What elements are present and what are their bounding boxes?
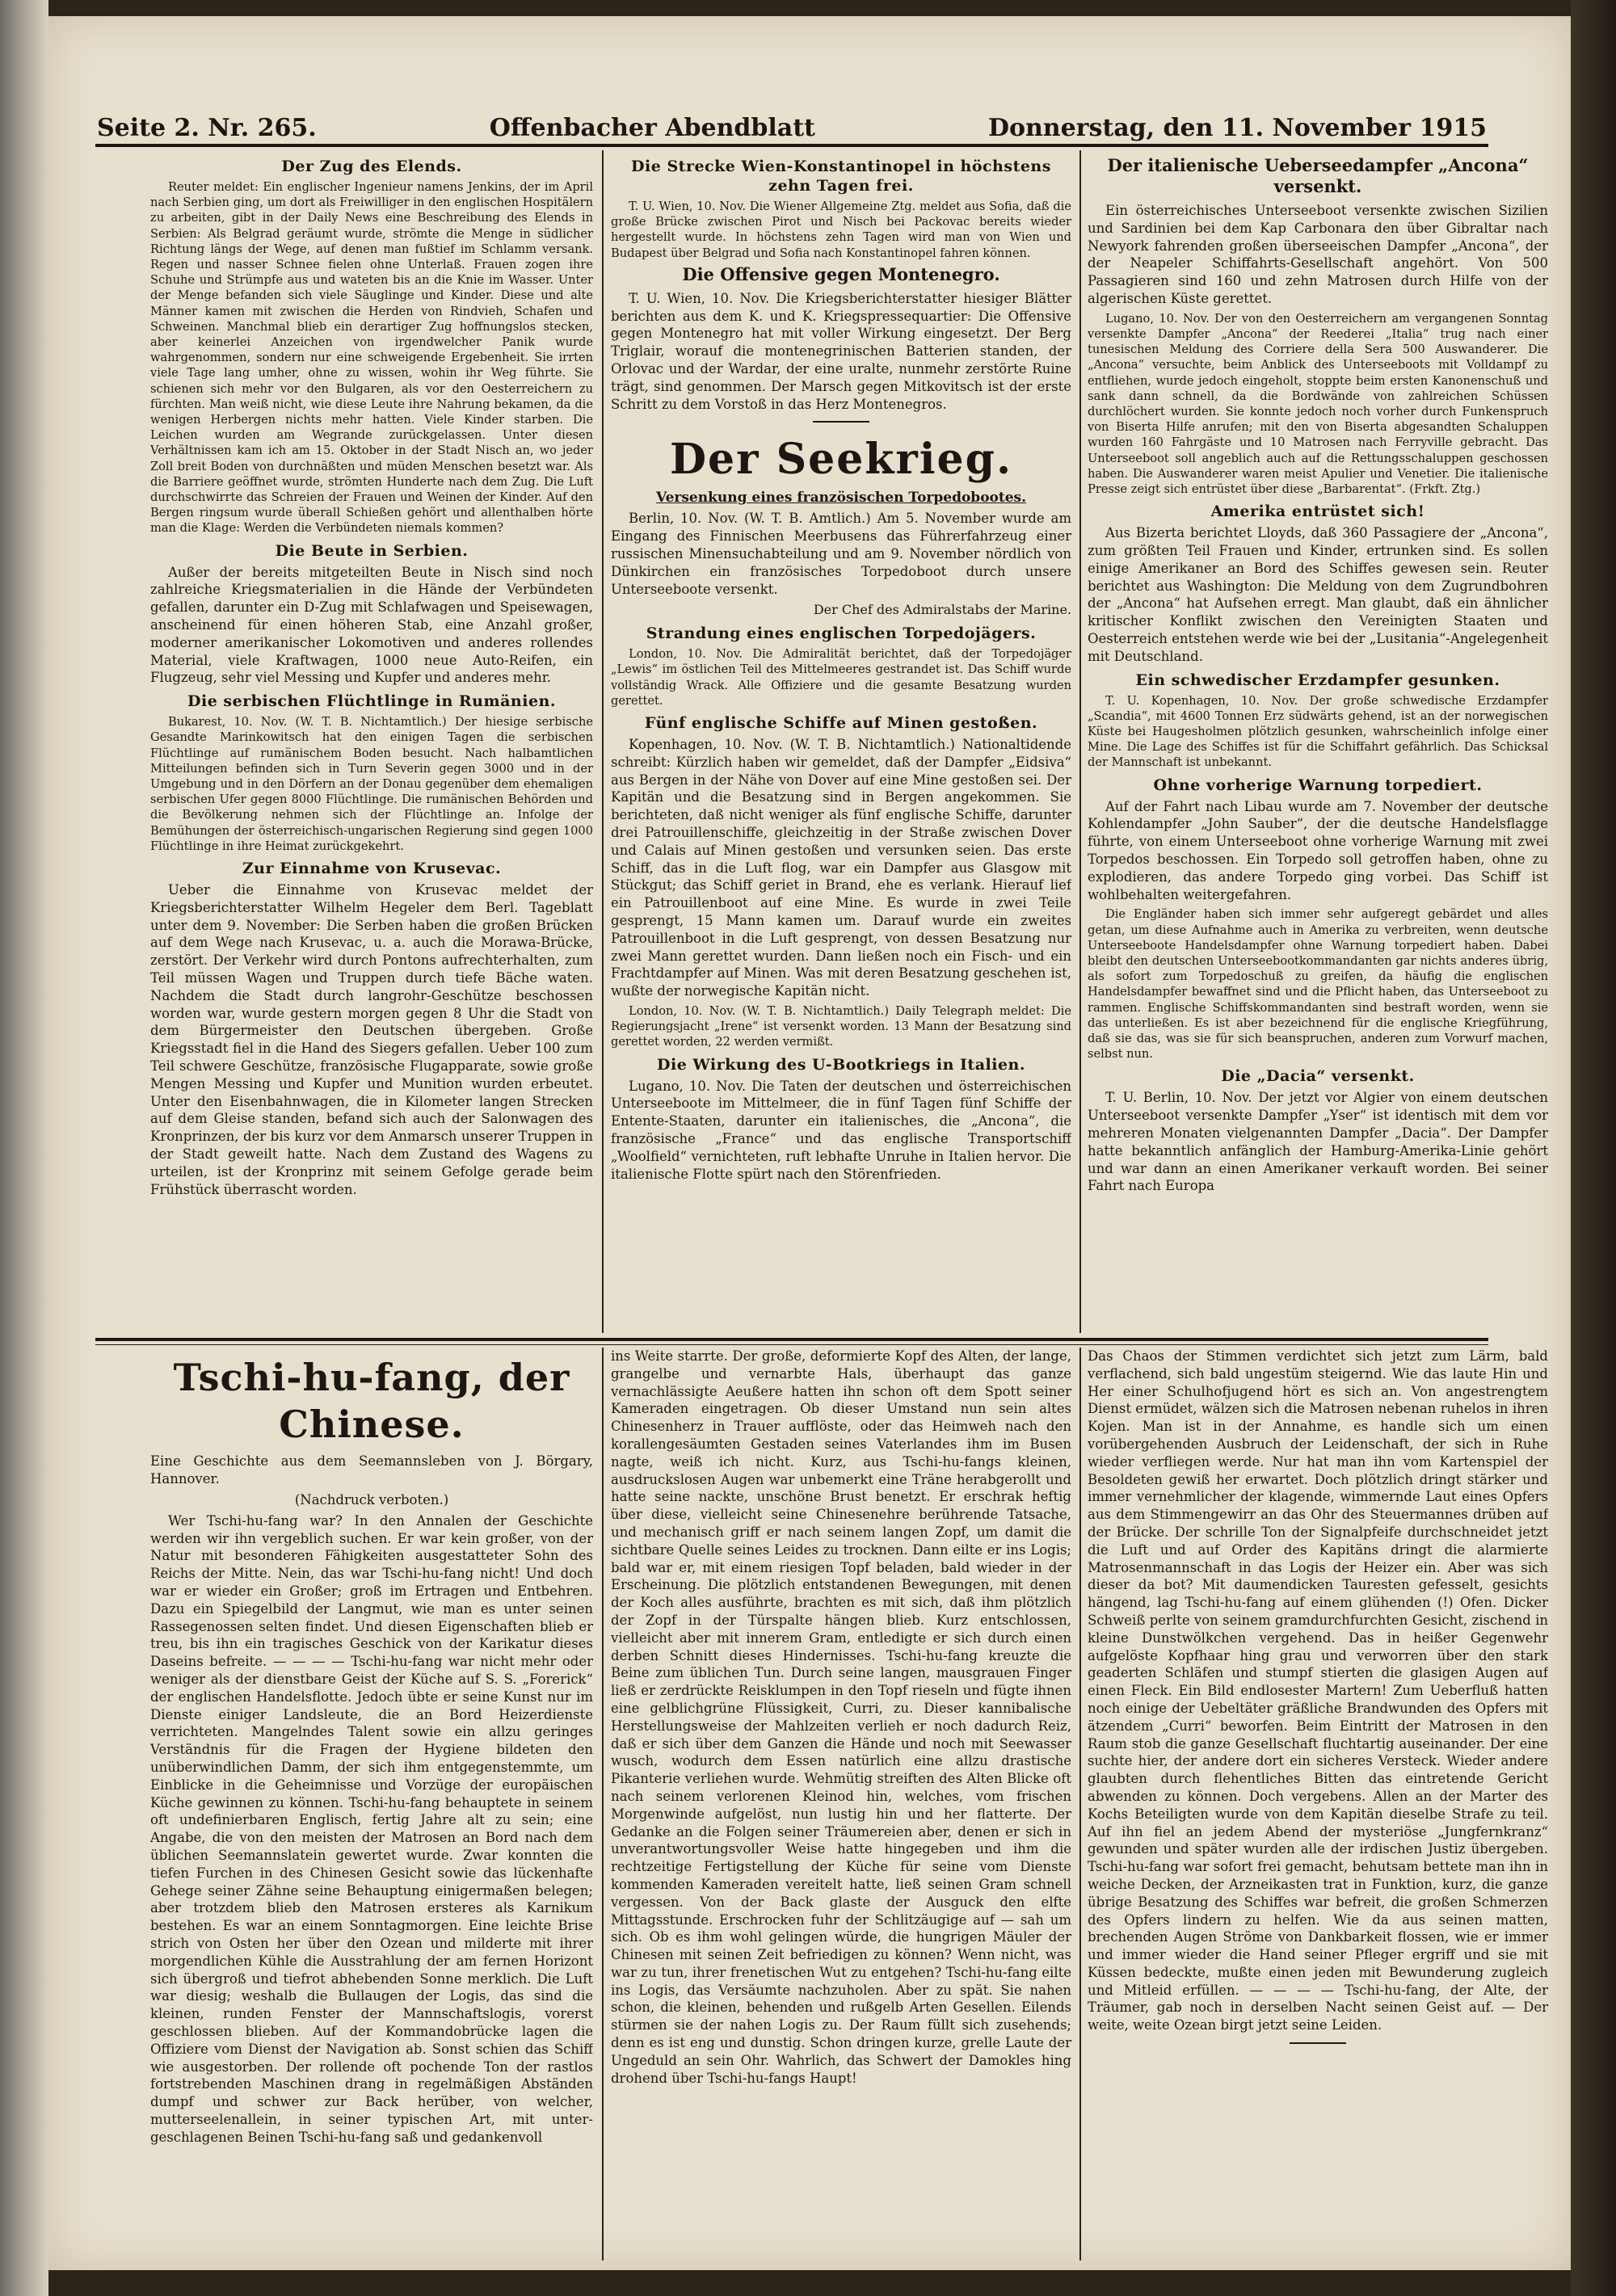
story-column-3 [1088,1348,1548,2257]
column-2 [611,152,1071,1331]
article-title: Strandung eines englischen Torpedojägers. [646,624,1037,643]
article-title: Der italienische Ueberseedampfer „Ancona“ versenkt. [1107,155,1529,196]
article-title: Ohne vorherige Warnung torpediert. [1153,776,1483,794]
column-rule [1079,150,1081,1333]
article-title: Die „Dacia“ versenkt. [1221,1067,1415,1086]
article-title: Die Beute in Serbien. [275,541,469,560]
article-text: Bukarest, 10. Nov. (W. T. B. Nichtamtlich.) Der hiesige serbische Gesandte Marinkowitsch hat den einigen Tagen die serbischen Flüchtlinge auf rumänischem Boden besucht. Nach halbamtlichen Mitteilungen befinden sich in Turn Severin gegen 3000 und in der Umgebung und in den Dörfern an der Donau gegenüber dem ehemaligen serbischen Ufer gegen 8000 Flüchtlinge. Die rumänischen Behörden und die Bevölkerung nehmen sich der Flüchtlinge an. Infolge der Bemühungen der österreichisch-ungarischen Regierung sind gegen 1000 Flüchtlinge in ihre Heimat zurückgekehrt. [150,715,593,853]
article-text: Berlin, 10. Nov. (W. T. B. Amtlich.) Am 5. November wurde am Eingang des Finnischen Meerbusens das Führerfahrzeug einer russischen Minensuchabteilung und am 9. November nördlich von Dünkirchen ein französisches Torpedoboot durch unsere Unterseeboote versenkt. [611,511,1071,597]
article-text: London, 10. Nov. (W. T. B. Nichtamtlich.) Daily Telegraph meldet: Die Regierungsjacht „Irene“ ist versenkt worden. 13 Mann der Besatzung sind gerettet worden, 22 werden vermißt. [611,1003,1071,1049]
column-3 [1088,152,1548,1331]
article-title: Fünf englische Schiffe auf Minen gestoßen. [644,713,1038,732]
story-column-1 [150,1348,593,2257]
issue-date: Donnerstag, den 11. November 1915 [987,114,1487,142]
article-text: Auf der Fahrt nach Libau wurde am 7. November der deutsche Kohlendampfer „John Sauber“, der die deutsche Handelsflagge führte, von einem Unterseeboot ohne vorherige Warnung mit zwei Torpedos beschossen. Ein Torpedo soll getroffen haben, ohne zu explodieren, das andere Torpedo ging vorbei. Das Schiff ist wohlbehalten weitergefahren. [1088,798,1548,902]
story-title: Tschi-hu-fang, der Chinese. [173,1356,570,1446]
column-rule [602,1348,604,2260]
article-title: Ein schwedischer Erzdampfer gesunken. [1135,671,1500,689]
article-title: Amerika entrüstet sich! [1210,503,1425,521]
article-text: T. U. Berlin, 10. Nov. Der jetzt vor Algier von einem deutschen Unterseeboot versenkte Dampfer „Yser“ ist identisch mit dem vor mehreren Monaten vielgenannten Dampfer „Dacia“. Der Dampfer hatte bekanntlich anfänglich der Hamburg-Amerika-Linie gehört und war dann an einen Amerikaner verkauft worden. Bei seiner Fahrt nach Europa [1088,1090,1548,1194]
article-signature: Der Chef des Admiralstabs der Marine. [813,602,1071,618]
article-text: London, 10. Nov. Die Admiralität berichtet, daß der Torpedojäger „Lewis“ im östlichen Teil des Mittelmeeres gestrandet ist. Das Schiff wurde vollständig Wrack. Alle Offiziere und die gesamte Besatzung wurden gerettet. [611,647,1071,708]
header-rule [95,144,1488,147]
article-text: T. U. Wien, 10. Nov. Die Wiener Allgemeine Ztg. meldet aus Sofia, daß die große Brücke zwischen Pirot und Nisch bei Packovac bereits wieder hergestellt wurde. In höchstens zehn Tagen wird man von Wien und Budapest über Belgrad und Sofia nach Konstantinopel fahren können. [611,200,1071,260]
article-text: Lugano, 10. Nov. Die Taten der deutschen und österreichischen Unterseeboote im Mittelmeer, die in fünf Tagen fünf Schiffe der Entente-Staaten, darunter ein italienisches, die „Ancona“, die französische „France“ und das englische Transportschiff „Woolfield“ vernichteten, ruft lebhafte Unruhe in Italien hervor. Die italienische Flotte spürt nach den Störenfrieden. [611,1078,1071,1182]
feuilleton-rule [95,1338,1488,1341]
article-text: Kopenhagen, 10. Nov. (W. T. B. Nichtamtlich.) Nationaltidende schreibt: Kürzlich haben wir gemeldet, daß der Dampfer „Eidsiva“ aus Bergen in der Nähe von Dover auf eine Mine gestoßen sei. Der Kapitän und die Besatzung sind in Bergen angekommen. Sie berichteten, daß nicht weniger als fünf englische Schiffe, darunter drei Patrouillenschiffe, gleichzeitig in der Straße zwischen Dover und Calais auf Minen gestoßen und versunken seien. Das erste Schiff, das in die Luft flog, war ein Dampfer aus Glasgow mit Stückgut; das Schiff geriet in Brand, ehe es verlank. Hierauf lief ein Patrouillenboot auf eine Mine. Es wurde in zwei Teile gesprengt, 15 Mann kamen um. Darauf wurde ein zweites Patrouillenboot in die Luft gesprengt, von dessen Besatzung nur zwei Mann gerettet wurden. Dann ließen noch ein Fisch- und ein Frachtdampfer auf Minen. Was mit deren Besatzung geschehen ist, wußte der norwegische Kapitän nicht. [611,736,1071,999]
section-rule [813,421,869,423]
section-heading: Der Seekrieg. [669,435,1013,485]
page-number: Seite 2. Nr. 265. [97,114,317,142]
article-text: Lugano, 10. Nov. Der von den Oesterreichern am vergangenen Sonntag versenkte Dampfer „Ancona“ der Reederei „Italia“ trug nach einer tunesischen Meldung des Corriere della Sera 500 Auswanderer. Die „Ancona“ versuchte, beim Anblick des Unterseeboots mit Volldampf zu entfliehen, wurde jedoch eingeholt, stoppte beim ersten Kanonenschuß und sank dann schnell, da die Bordwände von zahlreichen Schüssen durchlöchert wurden. Sie konnte jedoch noch vorher durch Funkenspruch von Biserta Hilfe anrufen; mit den von Biserta abgesandten Schaluppen wurden 160 Fahrgäste und 10 Matrosen nach Ferryville gebracht. Das Unterseeboot soll angeblich auch auf die Rettungsschaluppen geschossen haben. Die Auswanderer waren meist Apulier und Venetier. Die italienische Presse zeigt sich entrüstet über diese „Barbarentat“. (Frkft. Ztg.) [1088,311,1548,497]
column-1 [150,152,593,1331]
story-end-rule [1290,2042,1346,2044]
feuilleton-rule-thin [95,1344,1488,1345]
article-text: T. U. Kopenhagen, 10. Nov. Der große schwedische Erzdampfer „Scandia“, mit 4600 Tonnen Erz südwärts gehend, ist an der norwegischen Küste bei Haugesholmen plötzlich gesunken, wahrscheinlich infolge einer Mine. Die Lage des Schiffes ist für die Schiffahrt gefährlich. Das Schicksal der Mannschaft ist unbekannt. [1088,693,1548,770]
article-title: Die Wirkung des U-Bootkriegs in Italien. [657,1055,1025,1074]
column-rule [602,150,604,1333]
article-text: T. U. Wien, 10. Nov. Die Kriegsberichterstatter hiesiger Blätter berichten aus dem K. und K. Kriegspressequartier: Die Offensive gegen Montenegro hat mit voller Wirkung eingesetzt. Der Berg Triglair, worauf die montenegrinischen Batterien standen, der Orlovac und der Wardar, der eine uralte, nunmehr zerstörte Ruine trägt, sind genommen. Der Marsch gegen Mitkovitsch ist der erste Schritt zu dem Vorstoß in das Herz Montenegros. [611,290,1071,412]
story-subtitle: Eine Geschichte aus dem Seemannsleben von J. Börgary, Hannover. [150,1453,593,1487]
article-text: Reuter meldet: Ein englischer Ingenieur namens Jenkins, der im April nach Serbien ging, um dort als Freiwilliger in den englischen Hospitälern zu arbeiten, gibt in der Daily News eine Beschreibung des Elends in Serbien: Als Belgrad geräumt wurde, strömte die Menge in südlicher Richtung längs der Wege, auf denen man fußtief im Schlamm versank. Regen und nasser Schnee fielen ohne Unterlaß. Frauen zogen ihre Schuhe und Strümpfe aus und wateten bis an die Knie im Wasser. Unter der Menge befanden sich viele Säuglinge und Kinder. Diese und alte Männer kamen mit zwischen die Herden von Rindvieh, Schafen und Schweinen. Manchmal blieb ein derartiger Zug hoffnungslos stecken, aber keinerlei Anzeichen von irgendwelcher Panik wurde wahrgenommen, sondern nur eine schweigende Ergebenheit. Sie irrten viele Tage lang umher, ohne zu wissen, wohin ihr Weg führte. Sie schienen sich mehr vor den Bulgaren, als vor den Oesterreichern zu fürchten. Man weiß nicht, wie diese Leute ihre Nahrung bekamen, da die wenigen Herbergen nichts mehr hatten. Viele Kinder starben. Die Leichen wurden am Wegrande zurückgelassen. Unter diesen Verhältnissen kam ich am 15. Oktober in der Stadt Nisch an, wo jeder Zoll breit Boden von durchnäßten und müden Menschen besetzt war. Als die Barriere geöffnet wurde, strömten Hunderte nach dem Zug. Die Luft durchschwirrte das Schreien der Frauen und Weinen der Kinder. Auf den Bergen ringsum wurde überall Schießen gehört und allenthalben hörte man die Klage: Werden die Verbündeten niemals kommen? [150,180,593,536]
article-text: Ueber die Einnahme von Krusevac meldet der Kriegsberichterstatter Wilhelm Hegeler dem Berl. Tageblatt unter dem 9. November: Die Serben haben die großen Brücken auf dem Wege nach Krusevac, u. a. auch die Morawa-Brücke, zerstört. Der Verkehr wird durch Pontons aufrechterhalten, zum Teil müssen Wagen und Truppen durch tiefe Bäche waten. Nachdem die Stadt durch langrohr-Geschütze beschossen worden war, wurde gestern morgen gegen 8 Uhr die Stadt von dem Bürgermeister den Deutschen übergeben. Große Kriegsstadt fiel in die Hand des Siegers gefallen. Ueber 100 zum Teil schwere Geschütze, französische Flugapparate, sowie große Mengen Messing und Kupfer und Munition wurden erbeutet. Unter den Eisenbahnwagen, die in Kilometer langen Strecken auf dem Gleise standen, befand sich auch der Salonwagen des Kronprinzen, der bis kurz vor dem Anmarsch unserer Truppen in der Stadt geweilt hatte. Nach dem Zustand des Wagens zu urteilen, ist der Kronprinz mit seinem Gefolge gerade beim Frühstück überrascht worden. [150,882,593,1197]
story-text: Das Chaos der Stimmen verdichtet sich jetzt zum Lärm, bald verflachend, sich bald ungestüm steigernd. Wie das laute Hin und Her einer Schulhofjugend hört es sich an. Von angestrengtem Dienst ermüdet, wälzen sich die Matrosen nebenan ruhelos in ihren Kojen. Man ist in der Annahme, es handle sich um einen vorübergehenden Ausbruch der Leidenschaft, der sich in Ruhe wieder verfliegen werde. Nur hat man ihn vom Kartenspiel der Besoldeten gewiß her erwartet. Doch plötzlich dringt stärker und immer vernehmlicher der klagende, wimmernde Laut eines Opfers aus dem Stimmengewirr an das Ohr des Steuermannes drüben auf der Brücke. Der schrille Ton der Signalpfeife durchschneidet jetzt die Luft und auf Order des Kapitäns dringt die alarmierte Matrosenmannschaft in das Logis der Heizer ein. Aber was sich dieser da bot? Mit daumendicken Tauresten gefesselt, gesichts hängend, lag Tschi-hu-fang auf einem glühenden (!) Ofen. Dicker Schweiß perlte von seinem gramdurchfurchten Gesicht, zischend in kleine Dunstwölkchen vergehend. Das in heißer Gegenwehr aufgelöste Kopfhaar hing grau und verworren über den stark geaderten Schläfen und stumpf stierten die glasigen Augen auf einen Fleck. Ein Bild endlosester Martern! Zum Ueberfluß hatten noch einige der Uebeltäter gräßliche Brandwunden des Opfers mit ätzendem „Curri“ beworfen. Beim Eintritt der Matrosen in den Raum stob die ganze Gesellschaft fluchtartig auseinander. Der eine suchte hier, der andere dort ein sicheres Versteck. Wieder andere glaubten durch flehentliches Bitten das eintretende Gericht abwenden zu können. Doch vergebens. Allen an der Marter des Kochs Beteiligten wurde von dem Kapitän dieselbe Strafe zu teil. Auf ihn fiel an jedem Abend der mysteriöse „Jungfernkranz“ gewunden und später wurden alle der irdischen Justiz übergeben. Tschi-hu-fang war sofort frei gemacht, behutsam bettete man ihn in weiche Decken, der Arzneikasten trat in Funktion, kurz, die ganze übrige Besatzung des Schiffes war befreit, die großen Schmerzen des Opfers lindern zu helfen. Wie da aus seinen matten, brechenden Augen Ströme von Dankbarkeit flossen, wie er immer und immer wieder die Hand seiner Pfleger ergriff und sie mit Küssen bedeckte, mußte einen jeden mit Bewunderung zugleich und Mitleid erfüllen. — — — — Tschi-hu-fang, der Alte, der Träumer, gab noch in derselben Nacht seinen Geist auf. — Der weite, weite Ozean birgt jetzt seine Leiden. [1088,1348,1548,2033]
story-column-2 [611,1348,1071,2257]
copyright-notice: (Nachdruck verboten.) [294,1492,449,1508]
article-title: Die Strecke Wien-Konstantinopel in höchstens zehn Tagen frei. [631,158,1051,195]
article-title: Versenkung eines französischen Torpedobootes. [655,490,1027,507]
article-text: Außer der bereits mitgeteilten Beute in Nisch sind noch zahlreiche Kriegsmaterialien in die Hände der Verbündeten gefallen, darunter ein D-Zug mit Schlafwagen und Speisewagen, anscheinend für einen höheren Stab, eine Anzahl großer, moderner amerikanischer Lokomotiven und anderes rollendes Material, viele Kraftwagen, 1000 neue Auto-Reifen, ein Flugzeug, sehr viel Messing und Kupfer und anderes mehr. [150,564,593,686]
book-binding [0,0,48,2296]
masthead [97,103,1487,142]
article-title: Die serbischen Flüchtlinge in Rumänien. [187,692,556,711]
article-text: Ein österreichisches Unterseeboot versenkte zwischen Sizilien und Sardinien bei dem Kap Carbonara den über Gibraltar nach Newyork fahrenden großen überseeischen Dampfer „Ancona“, der der Neapeler Schiffahrts-Gesellschaft angehört. Von 500 Passagieren sind 160 und zehn Matrosen durch Hilfe von der algerischen Küste gerettet. [1088,203,1548,306]
story-text: Wer Tschi-hu-fang war? In den Annalen der Geschichte werden wir ihn vergeblich suchen. Er war kein großer, von der Natur mit besonderen Fähigkeiten ausgestatteter Sohn des Reichs der Mitte. Nein, das war Tschi-hu-fang nicht! Und doch war er wieder ein Großer; groß im Ertragen und Entbehren. Dazu ein Spiegelbild der Langmut, wie man es unter seinen Rassegenossen selten findet. Und diesen Eigenschaften blieb er treu, bis ihn ein tragisches Geschick von der Karikatur dieses Daseins befreite. — — — — Tschi-hu-fang war nicht mehr oder weniger als der dienstbare Geist der Küche auf S. S. „Forerick“ der englischen Handelsflotte. Jedoch übte er seine Kunst nur im Dienste einiger Landsleute, die an Bord Heizerdienste verrichteten. Mangelndes Talent sowie ein allzu geringes Verständnis für die Fragen der Hygiene bildeten den unüberwindlichen Damm, der sich ihm entgegenstemmte, um Einblicke in die Geheimnisse und Vorzüge der europäischen Küche gewinnen zu können. Tschi-hu-fang behauptete in seinem oft undefinierbaren Englisch, fertig Jahre alt zu sein; eine Angabe, die von den meisten der Matrosen an Bord nach dem üblichen Seemannslatein gewertet wurde. Zwar konnten die tiefen Furchen in des Chinesen Gesicht sowie das lückenhafte Gehege seiner Zähne seine Behauptung einigermaßen belegen; aber trotzdem blieb den Matrosen ersteres als Karnikum bestehen. Es war an einem Sonntagmorgen. Eine leichte Brise strich von Osten her über den Ozean und milderte mit ihrer morgendlichen Kühle die Ausstrahlung der am fernen Horizont sich übergroß und tiefrot abhebenden Sonne merklich. Die Luft war diesig; weshalb die Bullaugen der Logis, das sind die kleinen, runden Fenster der Mannschaftslogis, vorerst geschlossen blieben. Auf der Kommandobrücke lagen die Offiziere vom Dienst der Navigation ab. Sonst schien das Schiff wie ausgestorben. Der rollende oft pochende Ton der rastlos fortstrebenden Maschinen drang in regelmäßigen Abständen dumpf und schwer zur Back herüber, von welcher, mutterseelenallein, in seiner typischen Art, mit unter- geschlagenen Beinen Tschi-hu-fang saß und gedankenvoll [150,1512,593,2145]
article-title: Der Zug des Elends. [281,158,462,175]
newspaper-name: Offenbacher Abendblatt [489,114,815,142]
article-text: Aus Bizerta berichtet Lloyds, daß 360 Passagiere der „Ancona“, zum größten Teil Frauen und Kinder, ertrunken sind. Es sollen einige Amerikaner an Bord des Schiffes gewesen sein. Reuter berichtet aus Washington: Die Meldung von dem Zugrundbohren der „Ancona“ hat Aufsehen erregt. Man glaubt, daß ein ähnlicher kritischer Konflikt zwischen den Vereinigten Staaten und Oesterreich entstehen werde wie bei der „Lusitania“-Angelegenheit mit Deutschland. [1088,525,1548,664]
story-text: ins Weite starrte. Der große, deformierte Kopf des Alten, der lange, grangelbe und vernarbte Hals, überhaupt das ganze vernachlässigte Aeußere hatten ihn schon oft dem Spott seiner Kameraden eingetragen. Ob dieser Umstand nun sein altes Chinesenherz in Trauer aufflöste, oder das Heimweh nach den korallengesäumten Gestaden seines Vaterlandes ihm im Busen nagte, weiß ich nicht. Kurz, aus Tschi-hu-fangs kleinen, ausdruckslosen Augen war unbemerkt eine Träne herabgerollt und hatte seine nackte, unschöne Brust benetzt. Er erschrak heftig über diese, vielleicht seine Chinesenehre berührende Tatsache, und mechanisch griff er nach seinem langen Zopf, um damit die sichtbare Quelle seines Leides zu trocknen. Dann eilte er ins Logis; bald war er, mit einem riesigen Topf beladen, bald wieder in der Erscheinung. Die plötzlich entstandenen Bewegungen, mit denen der Koch alles ausführte, brachten es mit sich, daß ihm plötzlich der Zopf in der Türspalte hängen blieb. Kurz entschlossen, vielleicht aber mit innerem Gram, entledigte er sich durch einen derben Schnitt dieses Hindernisses. Tschi-hu-fang kreuzte die Beine zum üblichen Tun. Durch seine langen, mausgrauen Finger ließ er zerdrückte Reisklumpen in den Topf rieseln und fügte ihnen eine gelblichgrüne Flüssigkeit, Curri, zu. Dieser kannibalische Herstellungsweise der Mahlzeiten verlieh er noch dadurch Reiz, daß er sich über dem Ganzen die Hände und noch mit Seewasser wusch, wodurch dem Essen natürlich eine allzu drastische Pikanterie verliehen wurde. Wehmütig streiften des Alten Blicke oft nach seinem verlorenen Kleinod hin, welches, vom frischen Morgenwinde aufgelöst, nun lustig hin und her flatterte. Der Gedanke an die Folgen seiner Träumereien aber, denen er sich in unverantwortungsvoller Weise hatte hingegeben und ihm die rechtzeitige Fertigstellung der Küche für seine vom Dienste kommenden Kameraden vereitelt hatte, ließ seinen Gram schnell vergessen. Von der Back glaste der Ausguck den elfte Mittagsstunde. Erschrocken fuhr der Schlitzäugige auf — sah um sich. Ob es ihm wohl gelingen würde, die hungrigen Mäuler der Chinesen mit seinen Zeit befriedigen zu können? Wenn nicht, was war zu tun, ihrer frenetischen Wut zu entgehen? Tschi-hu-fang eilte ins Logis, das Versäumte nachzuholen. Aber zu spät. Sie nahen schon, die kleinen, behenden und rußgelb Arten Gesellen. Eilends stürmen sie der nahen Logis zu. Der Raum füllt sich zusehends; denn es ist eng und dunstig. Schon dringen kurze, grelle Laute der Ungeduld an sein Ohr. Wahrlich, das Schwert der Damokles hing drohend über Tschi-hu-fangs Haupt! [611,1348,1071,2086]
article-title: Die Offensive gegen Montenegro. [682,263,1000,284]
article-title: Zur Einnahme von Krusevac. [242,860,502,878]
article-text: Die Engländer haben sich immer sehr aufgeregt gebärdet und alles getan, um diese Aufnahme auch in Amerika zu verbreiten, wenn deutsche Unterseeboote Handelsdampfer ohne Warnung torpediert haben. Dabei bleibt den deutschen Unterseebootkommandanten gar nichts anderes übrig, als sofort zum Torpedoschuß zu greifen, da häufig die englischen Handelsdampfer bewaffnet sind und die Pflicht haben, das Unterseeboot zu rammen. Englische Schiffskommandanten sind bestraft worden, wenn sie das unterließen. Es ist aber bezeichnend für die englische Kriegführung, daß sie das, was sie für sich beanspruchen, anderen zum Vorwurf machen, selbst nun. [1088,907,1548,1062]
column-rule [1079,1348,1081,2260]
page-edge-shadow [1571,0,1616,2296]
